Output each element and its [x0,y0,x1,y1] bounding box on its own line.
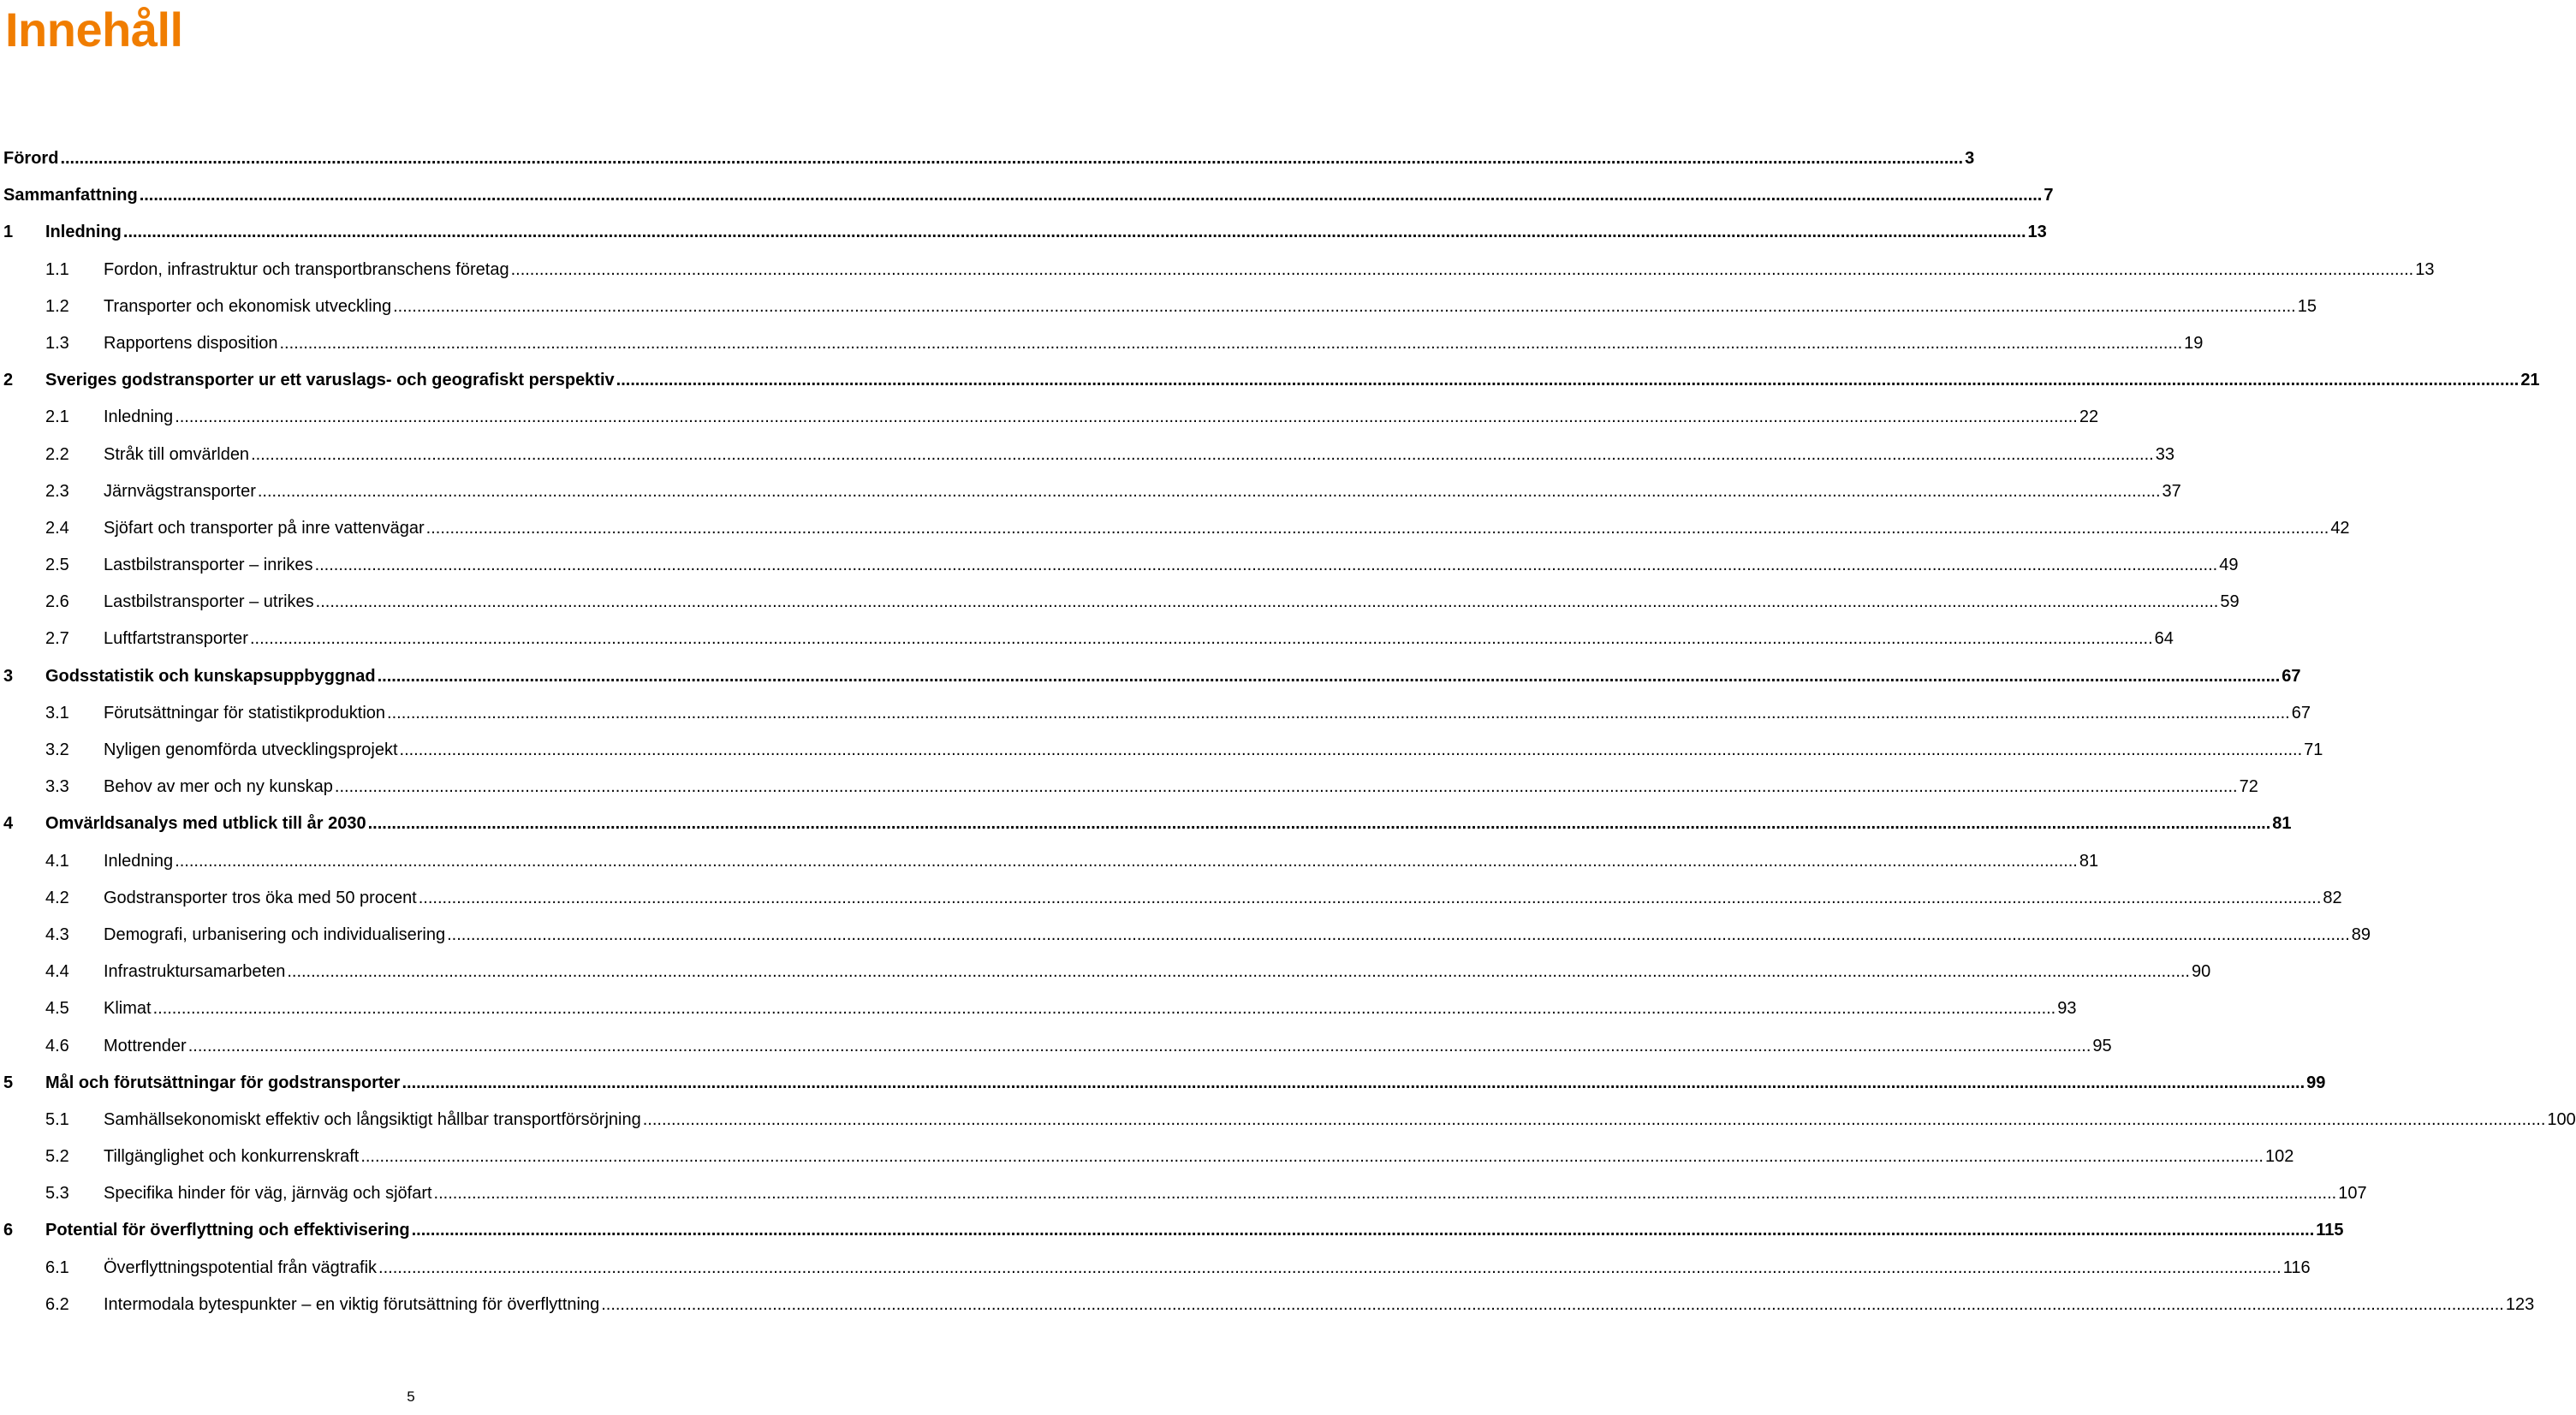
toc-chapter-entry[interactable] [3,362,2540,399]
toc-entry-line [104,1175,2367,1212]
toc-entry-page: 90 [2191,962,2211,982]
toc-dot-leader: ................................................................................................................................................................................................................................................................................................................................................................................................................ [418,888,2322,907]
toc-entry-title: Mål och förutsättningar för godstransporter [45,1073,401,1092]
toc-entry-line [104,1102,2576,1139]
toc-entry-line [104,769,2258,806]
toc-chapter-entry[interactable] [3,1212,2344,1249]
toc-entry-line [104,325,2204,362]
toc-entry-line [45,362,2540,399]
toc-entry-page: 22 [2079,407,2099,427]
toc-entry-page: 116 [2282,1257,2311,1277]
toc-entry-title: Behov av mer och ny kunskap [104,777,333,797]
toc-dot-leader: ................................................................................................................................................................................................................................................................................................................................................................................................................ [601,1294,2504,1314]
toc-entry-page: 123 [2505,1294,2535,1314]
toc-entry-page: 99 [2306,1073,2326,1092]
toc-entry-line [104,252,2435,288]
toc-entry-line [104,954,2211,990]
toc-section-entry[interactable] [3,1175,2367,1212]
toc-entry-page: 19 [2184,333,2204,353]
toc-entry-number: 2.2 [45,444,69,464]
toc-section-entry[interactable] [3,584,2240,621]
toc-entry-line [45,214,2047,251]
toc-entry-page: 49 [2219,556,2239,575]
toc-entry-line [45,806,2292,842]
toc-entry-line [104,399,2099,436]
toc-dot-leader: ................................................................................................................................................................................................................................................................................................................................................................................................................ [399,740,2303,759]
toc-entry-title: Luftfartstransporter [104,629,248,649]
toc-entry-title: Infrastruktursamarbeten [104,962,286,982]
toc-entry-title: Nyligen genomförda utvecklingsprojekt [104,740,398,759]
toc-entry-line [104,695,2311,732]
toc-entry-title: Potential för överflyttning och effektivisering [45,1221,410,1240]
toc-dot-leader: ................................................................................................................................................................................................................................................................................................................................................................................................................ [425,518,2329,538]
toc-section-entry[interactable] [3,769,2258,806]
toc-entry-page: 13 [2027,223,2047,242]
toc-entry-line [45,1065,2326,1102]
toc-entry-title: Sammanfattning [3,186,138,205]
toc-chapter-entry[interactable] [3,658,2301,695]
toc-entry-page: 107 [2338,1184,2367,1204]
toc-entry-page: 93 [2057,999,2077,1019]
toc-dot-leader: ................................................................................................................................................................................................................................................................................................................................................................................................................ [314,556,2218,575]
toc-dot-leader: ................................................................................................................................................................................................................................................................................................................................................................................................................ [175,407,2078,427]
toc-section-entry[interactable] [3,1250,2311,1287]
toc-dot-leader: ................................................................................................................................................................................................................................................................................................................................................................................................................ [175,851,2078,871]
toc-entry-number: 4.1 [45,851,69,871]
toc-section-entry[interactable] [3,1028,2112,1065]
toc-entry-title: Förord [3,149,59,168]
toc-section-entry[interactable] [3,917,2371,954]
toc-entry-page: 81 [2079,851,2099,871]
toc-section-entry[interactable] [3,954,2211,990]
toc-entry-title: Rapportens disposition [104,333,278,353]
toc-dot-leader: ................................................................................................................................................................................................................................................................................................................................................................................................................ [447,925,2350,944]
toc-dot-leader: ................................................................................................................................................................................................................................................................................................................................................................................................................ [152,999,2056,1019]
toc-section-entry[interactable] [3,1102,2576,1139]
toc-entry-line [104,1139,2294,1175]
toc-section-entry[interactable] [3,880,2342,917]
toc-section-entry[interactable] [3,325,2204,362]
toc-dot-leader: ................................................................................................................................................................................................................................................................................................................................................................................................................ [642,1109,2546,1129]
toc-dot-leader: ................................................................................................................................................................................................................................................................................................................................................................................................................ [360,1147,2264,1167]
toc-entry-number: 5 [3,1073,14,1092]
toc-chapter-entry[interactable] [3,806,2292,842]
toc-chapter-entry[interactable] [3,1065,2326,1102]
toc-chapter-entry[interactable] [3,140,1975,177]
toc-dot-leader: ................................................................................................................................................................................................................................................................................................................................................................................................................ [411,1221,2315,1240]
toc-entry-number: 3.2 [45,740,69,759]
toc-entry-line [104,880,2342,917]
toc-entry-number: 6 [3,1221,14,1240]
toc-entry-page: 15 [2297,296,2317,316]
toc-entry-number: 4.3 [45,925,69,944]
toc-entry-title: Sjöfart och transporter på inre vattenvägar [104,518,425,538]
toc-entry-title: Transporter och ekonomisk utveckling [104,296,392,316]
toc-entry-line [104,510,2350,547]
toc-entry-number: 4 [3,814,14,834]
toc-section-entry[interactable] [3,437,2174,473]
toc-entry-title: Överflyttningspotential från vägtrafik [104,1257,378,1277]
toc-entry-page: 100 [2547,1109,2576,1129]
toc-dot-leader: ................................................................................................................................................................................................................................................................................................................................................................................................................ [402,1073,2305,1092]
toc-entry-number: 2.1 [45,407,69,427]
toc-dot-leader: ................................................................................................................................................................................................................................................................................................................................................................................................................ [257,481,2161,501]
table-of-contents [3,140,2576,1323]
toc-section-entry[interactable] [3,252,2435,288]
toc-entry-title: Inledning [104,851,174,871]
toc-entry-page: 102 [2264,1147,2294,1167]
toc-entry-title: Stråk till omvärlden [104,444,250,464]
toc-entry-line [104,1287,2535,1323]
toc-entry-line [104,917,2371,954]
toc-entry-title: Sveriges godstransporter ur ett varuslags- och geografiskt perspektiv [45,371,615,390]
toc-section-entry[interactable] [3,732,2323,769]
toc-entry-title: Inledning [104,407,174,427]
toc-entry-number: 5.1 [45,1109,69,1129]
toc-entry-line [104,621,2174,657]
toc-entry-title: Lastbilstransporter – utrikes [104,592,314,612]
toc-dot-leader: ................................................................................................................................................................................................................................................................................................................................................................................................................ [616,371,2519,390]
toc-section-entry[interactable] [3,1139,2294,1175]
toc-entry-number: 1.3 [45,333,69,353]
toc-entry-line [104,547,2239,584]
toc-entry-page: 33 [2155,444,2174,464]
toc-section-entry[interactable] [3,510,2350,547]
toc-entry-title: Mottrender [104,1036,187,1055]
toc-entry-line [45,1212,2344,1249]
toc-section-entry[interactable] [3,547,2239,584]
toc-entry-title: Inledning [45,223,122,242]
toc-chapter-entry[interactable] [3,177,2054,214]
toc-entry-number: 2 [3,371,14,390]
toc-dot-leader: ................................................................................................................................................................................................................................................................................................................................................................................................................ [122,223,2026,242]
toc-entry-line [104,288,2317,325]
toc-dot-leader: ................................................................................................................................................................................................................................................................................................................................................................................................................ [287,962,2190,982]
toc-entry-page: 21 [2520,371,2540,390]
toc-dot-leader: ................................................................................................................................................................................................................................................................................................................................................................................................................ [251,444,2154,464]
toc-entry-page: 95 [2092,1036,2112,1055]
toc-entry-page: 37 [2162,481,2181,501]
toc-entry-number: 3.3 [45,777,69,797]
toc-entry-number: 1 [3,223,14,242]
toc-entry-number: 5.3 [45,1184,69,1204]
toc-entry-number: 4.2 [45,888,69,907]
toc-entry-title: Godsstatistik och kunskapsuppbyggnad [45,666,376,686]
toc-entry-line [104,584,2240,621]
toc-entry-number: 1.1 [45,259,69,279]
toc-dot-leader: ................................................................................................................................................................................................................................................................................................................................................................................................................ [334,777,2238,797]
toc-chapter-entry[interactable] [3,214,2047,251]
toc-entry-number: 1.2 [45,296,69,316]
toc-entry-title: Fordon, infrastruktur och transportbranschens företag [104,259,509,279]
toc-entry-line [45,658,2301,695]
toc-entry-page: 7 [2044,186,2054,205]
toc-dot-leader: ................................................................................................................................................................................................................................................................................................................................................................................................................ [378,1257,2282,1277]
toc-entry-page: 64 [2154,629,2174,649]
toc-entry-number: 3.1 [45,703,69,722]
toc-dot-leader: ................................................................................................................................................................................................................................................................................................................................................................................................................ [279,333,2183,353]
toc-entry-title: Demografi, urbanisering och individualisering [104,925,446,944]
toc-entry-number: 6.2 [45,1294,69,1314]
toc-entry-title: Tillgänglighet och konkurrenskraft [104,1147,360,1167]
toc-dot-leader: ................................................................................................................................................................................................................................................................................................................................................................................................................ [393,296,2296,316]
toc-section-entry[interactable] [3,1287,2535,1323]
toc-entry-title: Samhällsekonomiskt effektiv och långsiktigt hållbar transportförsörjning [104,1109,641,1129]
toc-section-entry[interactable] [3,621,2174,657]
toc-entry-title: Järnvägstransporter [104,481,256,501]
page-title: Innehåll [5,3,183,56]
toc-entry-line [104,843,2099,880]
toc-entry-number: 2.3 [45,481,69,501]
toc-dot-leader: ................................................................................................................................................................................................................................................................................................................................................................................................................ [433,1184,2337,1204]
toc-entry-page: 59 [2220,592,2240,612]
toc-entry-page: 89 [2351,925,2371,944]
toc-entry-page: 67 [2282,666,2301,686]
toc-entry-line [104,732,2323,769]
toc-entry-number: 4.6 [45,1036,69,1055]
toc-entry-line [104,1028,2112,1065]
toc-entry-title: Specifika hinder för väg, järnväg och sjöfart [104,1184,432,1204]
toc-entry-line [3,140,1975,177]
toc-section-entry[interactable] [3,695,2311,732]
toc-entry-page: 3 [1965,149,1975,168]
toc-dot-leader: ................................................................................................................................................................................................................................................................................................................................................................................................................ [387,703,2290,722]
toc-dot-leader: ................................................................................................................................................................................................................................................................................................................................................................................................................ [249,629,2153,649]
toc-dot-leader: ................................................................................................................................................................................................................................................................................................................................................................................................................ [187,1036,2091,1055]
toc-entry-number: 4.5 [45,999,69,1019]
toc-section-entry[interactable] [3,990,2077,1027]
toc-entry-page: 82 [2323,888,2342,907]
toc-entry-line [104,1250,2311,1287]
toc-entry-title: Godstransporter tros öka med 50 procent [104,888,417,907]
toc-dot-leader: ................................................................................................................................................................................................................................................................................................................................................................................................................ [60,149,1964,168]
page-number: 5 [407,1388,415,1405]
toc-entry-page: 72 [2239,777,2258,797]
toc-entry-number: 5.2 [45,1147,69,1167]
toc-section-entry[interactable] [3,843,2099,880]
toc-entry-title: Intermodala bytespunkter – en viktig förutsättning för överflyttning [104,1294,600,1314]
toc-entry-number: 2.7 [45,629,69,649]
toc-entry-page: 115 [2316,1221,2344,1240]
toc-entry-page: 42 [2330,518,2350,538]
toc-dot-leader: ................................................................................................................................................................................................................................................................................................................................................................................................................ [367,814,2271,834]
toc-entry-title: Lastbilstransporter – inrikes [104,556,313,575]
toc-dot-leader: ................................................................................................................................................................................................................................................................................................................................................................................................................ [377,666,2281,686]
toc-entry-title: Förutsättningar för statistikproduktion [104,703,386,722]
toc-entry-number: 6.1 [45,1257,69,1277]
toc-entry-number: 2.5 [45,556,69,575]
toc-entry-number: 3 [3,666,14,686]
toc-section-entry[interactable] [3,473,2181,510]
toc-entry-title: Klimat [104,999,152,1019]
toc-entry-title: Omvärldsanalys med utblick till år 2030 [45,814,366,834]
toc-entry-page: 67 [2291,703,2311,722]
toc-entry-number: 4.4 [45,962,69,982]
toc-entry-page: 81 [2272,814,2292,834]
toc-entry-line [104,473,2181,510]
toc-entry-page: 13 [2415,259,2435,279]
toc-entry-number: 2.4 [45,518,69,538]
toc-dot-leader: ................................................................................................................................................................................................................................................................................................................................................................................................................ [139,186,2043,205]
toc-dot-leader: ................................................................................................................................................................................................................................................................................................................................................................................................................ [510,259,2414,279]
toc-entry-line [104,990,2077,1027]
toc-entry-number: 2.6 [45,592,69,612]
toc-dot-leader: ................................................................................................................................................................................................................................................................................................................................................................................................................ [315,592,2219,612]
toc-section-entry[interactable] [3,399,2099,436]
toc-entry-page: 71 [2304,740,2323,759]
toc-section-entry[interactable] [3,288,2317,325]
toc-entry-line [104,437,2174,473]
toc-entry-line [3,177,2054,214]
